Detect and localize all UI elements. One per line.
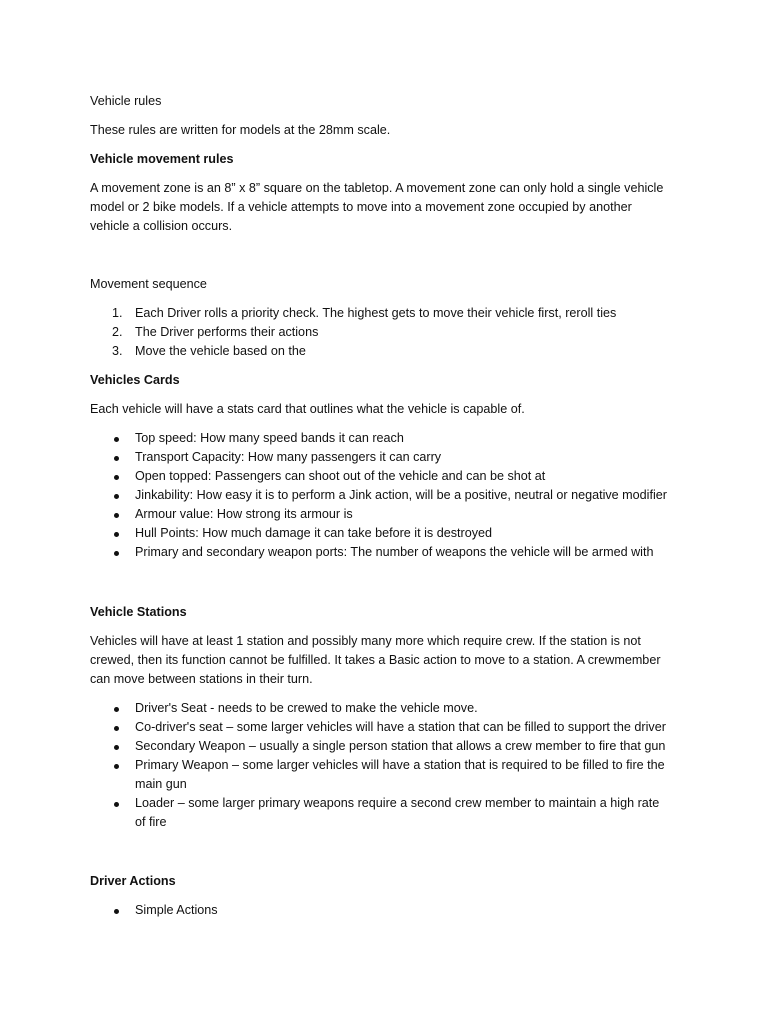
- heading-driver-actions: Driver Actions: [90, 874, 176, 888]
- item-text: Jinkability: How easy it is to perform a Jink action, will be a positive, neutral or negative modifier: [135, 488, 667, 502]
- heading-vehicle-stations: Vehicle Stations: [90, 605, 187, 619]
- bullet-icon: [114, 494, 119, 499]
- heading-vehicle-cards: Vehicles Cards: [90, 373, 180, 387]
- bullet-icon: [114, 551, 119, 556]
- bullet-icon: [114, 475, 119, 480]
- bullet-icon: [114, 802, 119, 807]
- movement-line: vehicle a collision occurs.: [90, 219, 233, 233]
- sequence-title: Movement sequence: [90, 277, 207, 291]
- heading-movement-rules: Vehicle movement rules: [90, 152, 234, 166]
- item-number: 1.: [112, 306, 123, 320]
- stations-line: crewed, then its function cannot be fulfilled. It takes a Basic action to move to a station. A crewmember: [90, 653, 661, 667]
- bullet-icon: [114, 726, 119, 731]
- movement-line: model or 2 bike models. If a vehicle attempts to move into a movement zone occupied by another: [90, 200, 632, 214]
- stations-line: Vehicles will have at least 1 station and possibly many more which require crew. If the station is not: [90, 634, 641, 648]
- bullet-icon: [114, 707, 119, 712]
- item-line: of fire: [135, 815, 167, 829]
- item-text: Simple Actions: [135, 903, 218, 917]
- item-text: Co-driver's seat – some larger vehicles will have a station that can be filled to support the driver: [135, 720, 666, 734]
- movement-line: A movement zone is an 8” x 8” square on the tabletop. A movement zone can only hold a single vehicle: [90, 181, 664, 195]
- item-number: 2.: [112, 325, 123, 339]
- item-number: 3.: [112, 344, 123, 358]
- bullet-icon: [114, 456, 119, 461]
- item-text: Primary and secondary weapon ports: The number of weapons the vehicle will be armed with: [135, 545, 654, 559]
- item-line: Primary Weapon – some larger vehicles will have a station that is required to be filled to fire the: [135, 758, 665, 772]
- bullet-icon: [114, 532, 119, 537]
- bullet-icon: [114, 437, 119, 442]
- item-text: [135, 756, 665, 794]
- doc-title: Vehicle rules: [90, 94, 162, 108]
- item-text: Driver's Seat - needs to be crewed to make the vehicle move.: [135, 701, 478, 715]
- item-text: Open topped: Passengers can shoot out of the vehicle and can be shot at: [135, 469, 546, 483]
- bullet-icon: [114, 745, 119, 750]
- stations-paragraph: [90, 632, 690, 689]
- item-text: Secondary Weapon – usually a single person station that allows a crew member to fire that gun: [135, 739, 666, 753]
- item-text: Armour value: How strong its armour is: [135, 507, 353, 521]
- item-line: main gun: [135, 777, 187, 791]
- item-text: Move the vehicle based on the: [135, 344, 306, 358]
- bullet-icon: [114, 909, 119, 914]
- item-text: Each Driver rolls a priority check. The highest gets to move their vehicle first, reroll ties: [135, 306, 617, 320]
- movement-paragraph: [90, 179, 690, 236]
- bullet-icon: [114, 764, 119, 769]
- bullet-icon: [114, 513, 119, 518]
- item-text: Top speed: How many speed bands it can reach: [135, 431, 404, 445]
- intro-text: These rules are written for models at the 28mm scale.: [90, 123, 391, 137]
- item-line: Loader – some larger primary weapons require a second crew member to maintain a high rate: [135, 796, 660, 810]
- stations-line: can move between stations in their turn.: [90, 672, 313, 686]
- item-text: [135, 794, 659, 832]
- item-text: Hull Points: How much damage it can take before it is destroyed: [135, 526, 492, 540]
- item-text: Transport Capacity: How many passengers it can carry: [135, 450, 442, 464]
- cards-paragraph: Each vehicle will have a stats card that outlines what the vehicle is capable of.: [90, 402, 525, 416]
- item-text: The Driver performs their actions: [135, 325, 319, 339]
